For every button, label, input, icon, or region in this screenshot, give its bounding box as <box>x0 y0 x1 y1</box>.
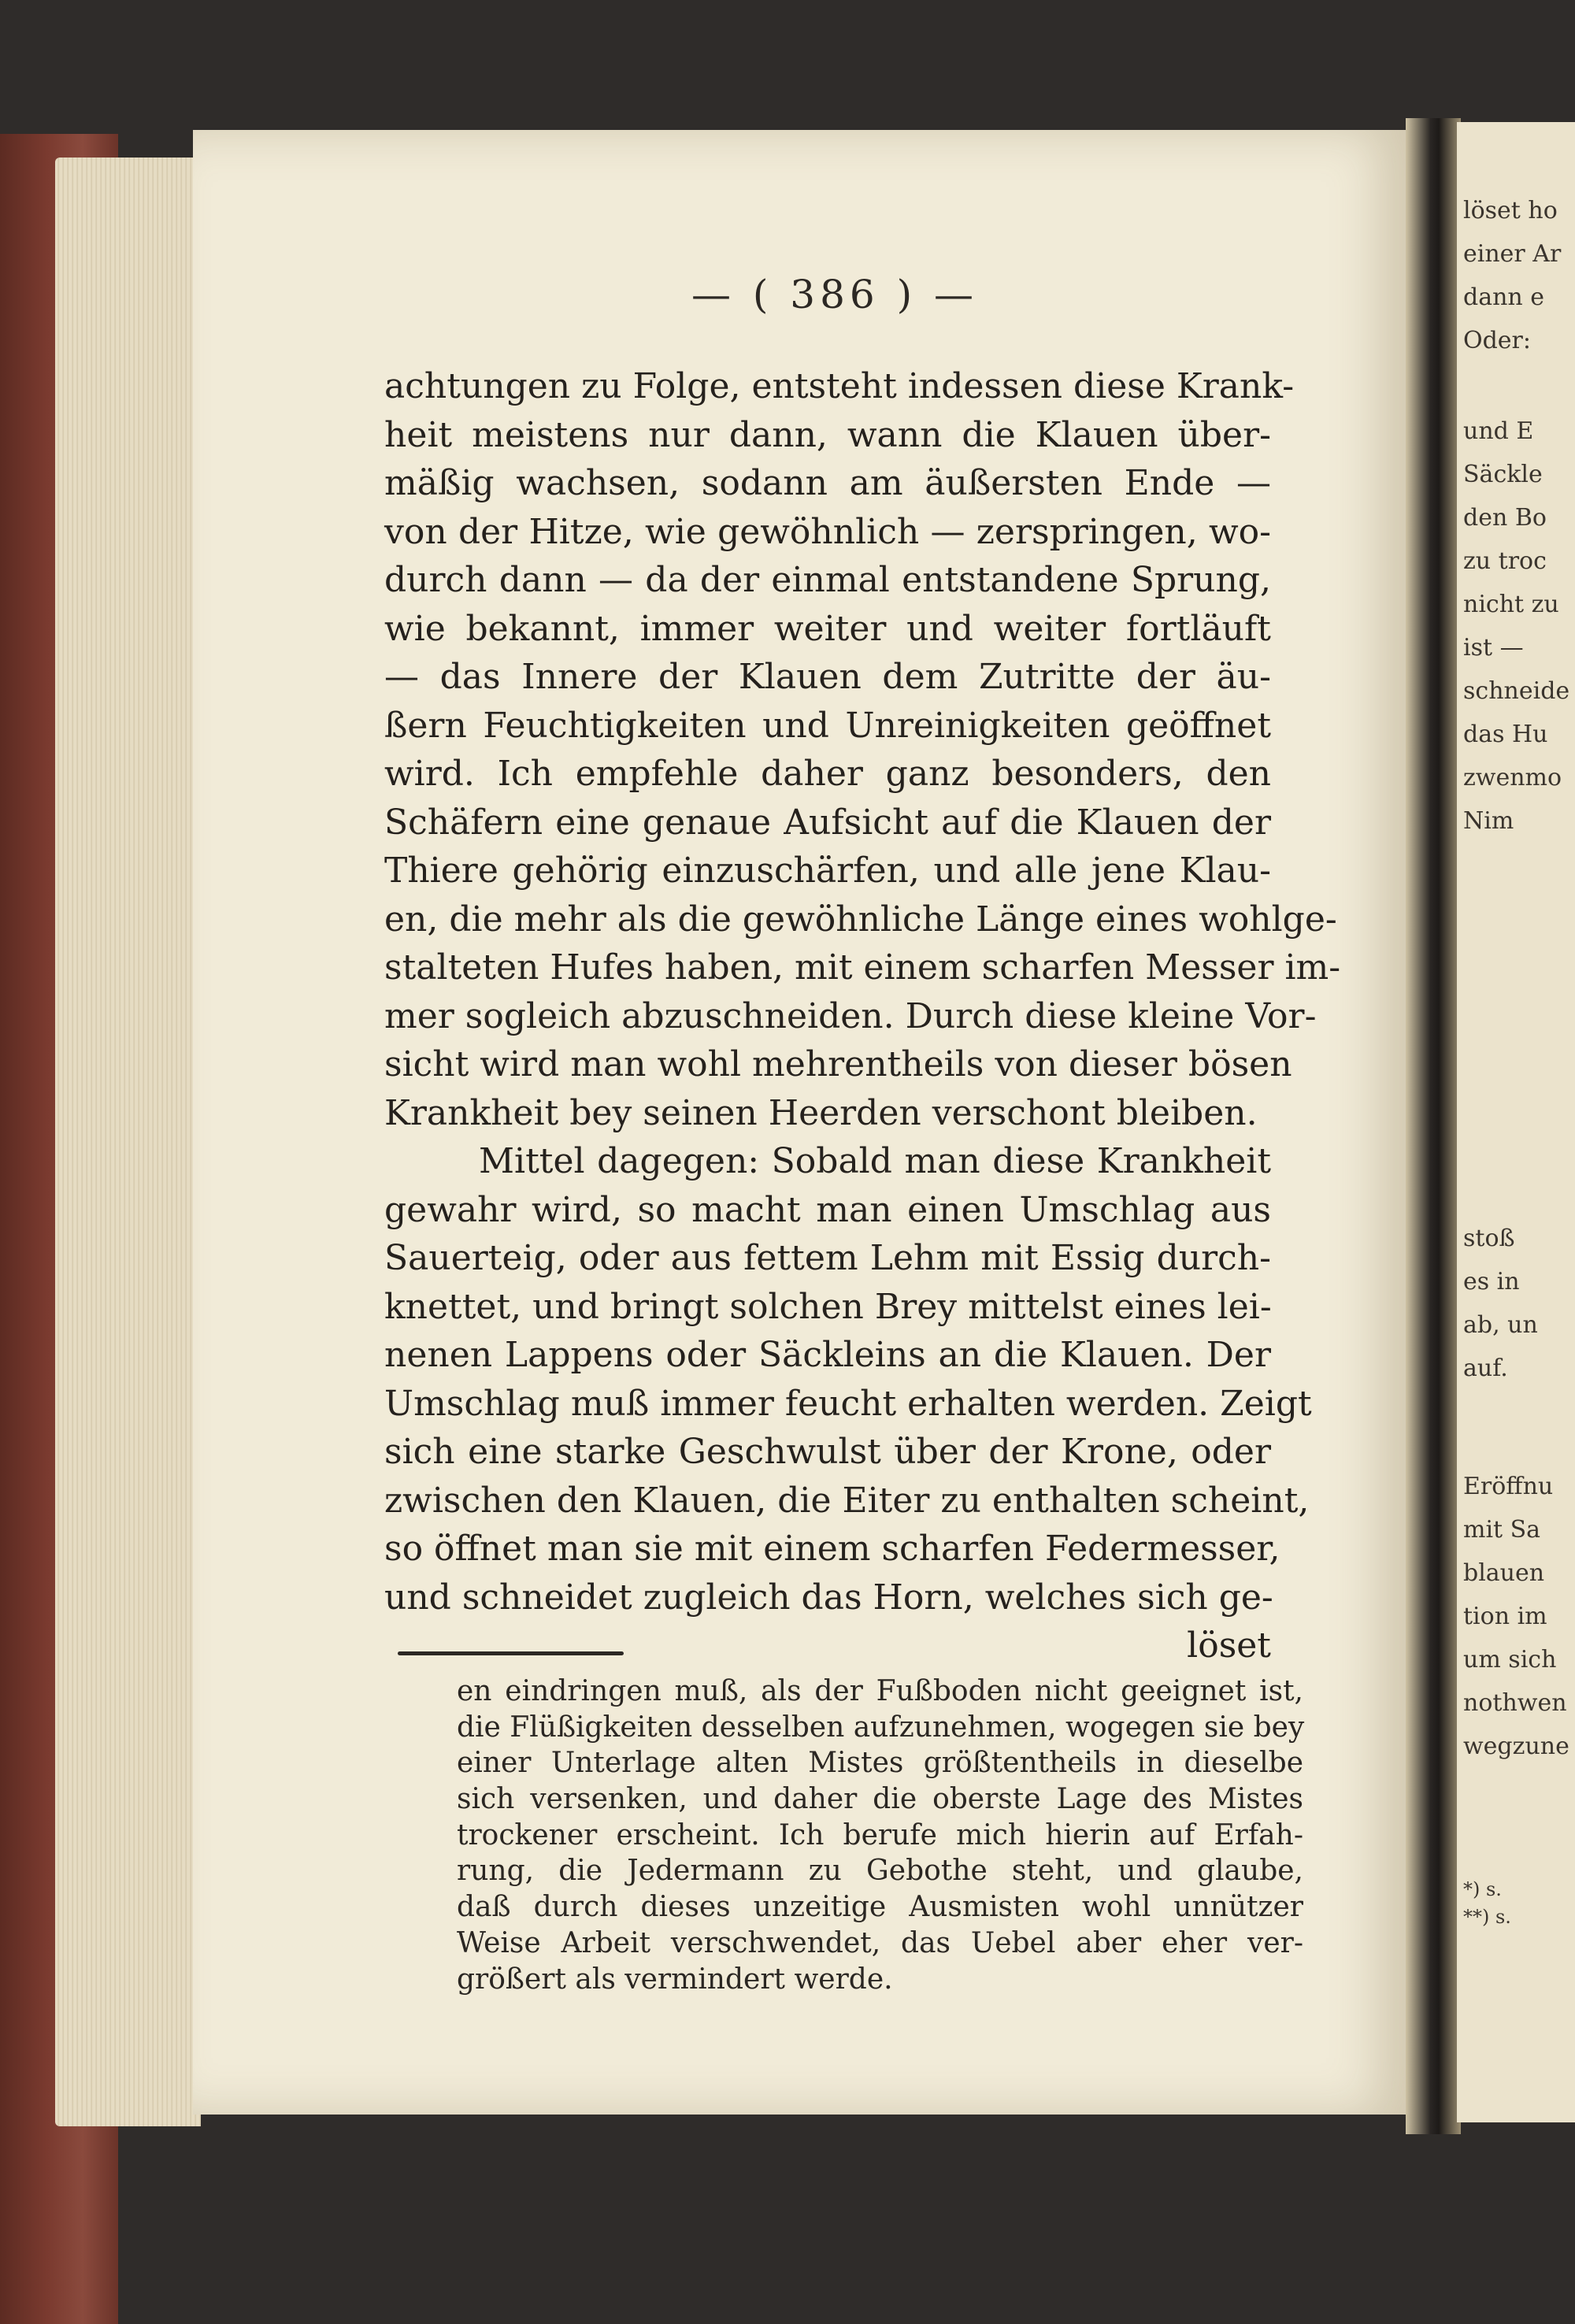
text-line: ßern Feuchtigkeiten und Unreinigkeiten geöffnet <box>384 705 1271 746</box>
text-line: nenen Lappens oder Säckleins an die Klauen. Der <box>384 1335 1271 1375</box>
next-page-fragment: tion im <box>1463 1603 1547 1630</box>
next-page-fragment: Oder: <box>1463 327 1532 354</box>
text-line: Schäfern eine genaue Aufsicht auf die Klauen der <box>384 802 1271 843</box>
text-line: wird. Ich empfehle daher ganz besonders, den <box>384 754 1271 794</box>
next-page-fragment: nothwen <box>1463 1689 1567 1717</box>
text-line: achtungen zu Folge, entsteht indessen diese Krank- <box>384 366 1295 406</box>
next-page-fragment: einer Ar <box>1463 240 1562 268</box>
footnote-text <box>457 1674 1303 1997</box>
next-page-fragment: *) s. <box>1463 1878 1502 1900</box>
body-text <box>384 362 1341 1670</box>
next-page-fragment: blauen <box>1463 1559 1545 1587</box>
page-edges <box>55 158 201 2126</box>
text-line: sich eine starke Geschwulst über der Krone, oder <box>384 1432 1271 1472</box>
next-page-fragment: Eröffnu <box>1463 1473 1554 1500</box>
text-line: mäßig wachsen, sodann am äußersten Ende — <box>384 463 1271 503</box>
text-line: stalteten Hufes haben, mit einem scharfen Messer im- <box>384 947 1341 988</box>
text-line: heit meistens nur dann, wann die Klauen über- <box>384 414 1271 455</box>
text-line: mer sogleich abzuschneiden. Durch diese kleine Vor- <box>384 995 1317 1036</box>
next-page-fragment: das Hu <box>1463 721 1548 748</box>
next-page-fragment: nicht zu <box>1463 591 1559 618</box>
footnote-line: Weise Arbeit verschwendet, das Uebel aber eher ver- <box>457 1926 1303 1959</box>
footnote-line: rung, die Jedermann zu Gebothe steht, und glaube, <box>457 1855 1303 1888</box>
text-line: durch dann — da der einmal entstandene Sprung, <box>384 560 1271 600</box>
footnote-line: einer Unterlage alten Mistes größtentheils in dieselbe <box>457 1747 1303 1780</box>
catchword: löset <box>1187 1625 1271 1666</box>
text-line: gewahr wird, so macht man einen Umschlag aus <box>384 1189 1271 1230</box>
footnote-rule <box>398 1651 624 1655</box>
next-page-fragment: um sich <box>1463 1646 1557 1674</box>
text-line: Krankheit bey seinen Heerden verschont bleiben. <box>384 1092 1258 1133</box>
text-line: und schneidet zugleich das Horn, welches sich ge- <box>384 1577 1273 1618</box>
text-line: Thiere gehörig einzuschärfen, und alle jene Klau- <box>384 851 1271 891</box>
page-number-header: — ( 386 ) — <box>691 272 979 317</box>
text-line: — das Innere der Klauen dem Zutritte der äu- <box>384 657 1271 697</box>
text-line: wie bekannt, immer weiter und weiter fortläuft <box>384 608 1271 649</box>
footnote-line: sich versenken, und daher die oberste Lage des Mistes <box>457 1783 1303 1816</box>
footnote-line: en eindringen muß, als der Fußboden nicht geeignet ist, <box>457 1675 1303 1707</box>
book-page-right-fragment <box>1457 122 1575 2122</box>
footnote-line: größert als vermindert werde. <box>457 1963 893 1996</box>
next-page-fragment: zu troc <box>1463 547 1547 575</box>
next-page-fragment: schneide <box>1463 677 1570 705</box>
next-page-fragment: es in <box>1463 1268 1520 1295</box>
text-line: Mittel dagegen: Sobald man diese Krankheit <box>479 1141 1271 1181</box>
next-page-fragment: ist — <box>1463 634 1524 662</box>
next-page-fragment: stoß <box>1463 1225 1515 1252</box>
next-page-fragment: Säckle <box>1463 461 1543 488</box>
next-page-fragment: dann e <box>1463 284 1545 311</box>
footnote-line: daß durch dieses unzeitige Ausmisten wohl unnützer <box>457 1891 1303 1924</box>
next-page-fragment: ab, un <box>1463 1311 1538 1339</box>
next-page-fragment: **) s. <box>1463 1906 1511 1928</box>
footnote-line: trockener erscheint. Ich berufe mich hierin auf Erfah- <box>457 1818 1303 1851</box>
next-page-fragment: und E <box>1463 417 1534 445</box>
text-line: en, die mehr als die gewöhnliche Länge eines wohlge- <box>384 899 1337 940</box>
next-page-fragment: wegzune <box>1463 1733 1569 1760</box>
next-page-fragment: den Bo <box>1463 504 1547 532</box>
next-page-fragment: löset ho <box>1463 197 1558 224</box>
text-line: knettet, und bringt solchen Brey mittelst eines lei- <box>384 1286 1272 1327</box>
text-line: Sauerteig, oder aus fettem Lehm mit Essig durch- <box>384 1238 1271 1278</box>
text-line: zwischen den Klauen, die Eiter zu enthalten scheint, <box>384 1480 1310 1521</box>
text-line: Umschlag muß immer feucht erhalten werden. Zeigt <box>384 1383 1312 1424</box>
text-line: so öffnet man sie mit einem scharfen Federmesser, <box>384 1529 1280 1569</box>
next-page-fragment: Nim <box>1463 807 1514 835</box>
next-page-fragment: auf. <box>1463 1355 1508 1382</box>
book-gutter <box>1406 118 1461 2134</box>
text-line: von der Hitze, wie gewöhnlich — zerspringen, wo- <box>384 511 1271 552</box>
footnote-line: die Flüßigkeiten desselben aufzunehmen, wogegen sie bey <box>457 1711 1305 1744</box>
next-page-fragment: mit Sa <box>1463 1516 1541 1544</box>
text-line: sicht wird man wohl mehrentheils von dieser bösen <box>384 1044 1292 1084</box>
next-page-fragment: zwenmo <box>1463 764 1562 791</box>
